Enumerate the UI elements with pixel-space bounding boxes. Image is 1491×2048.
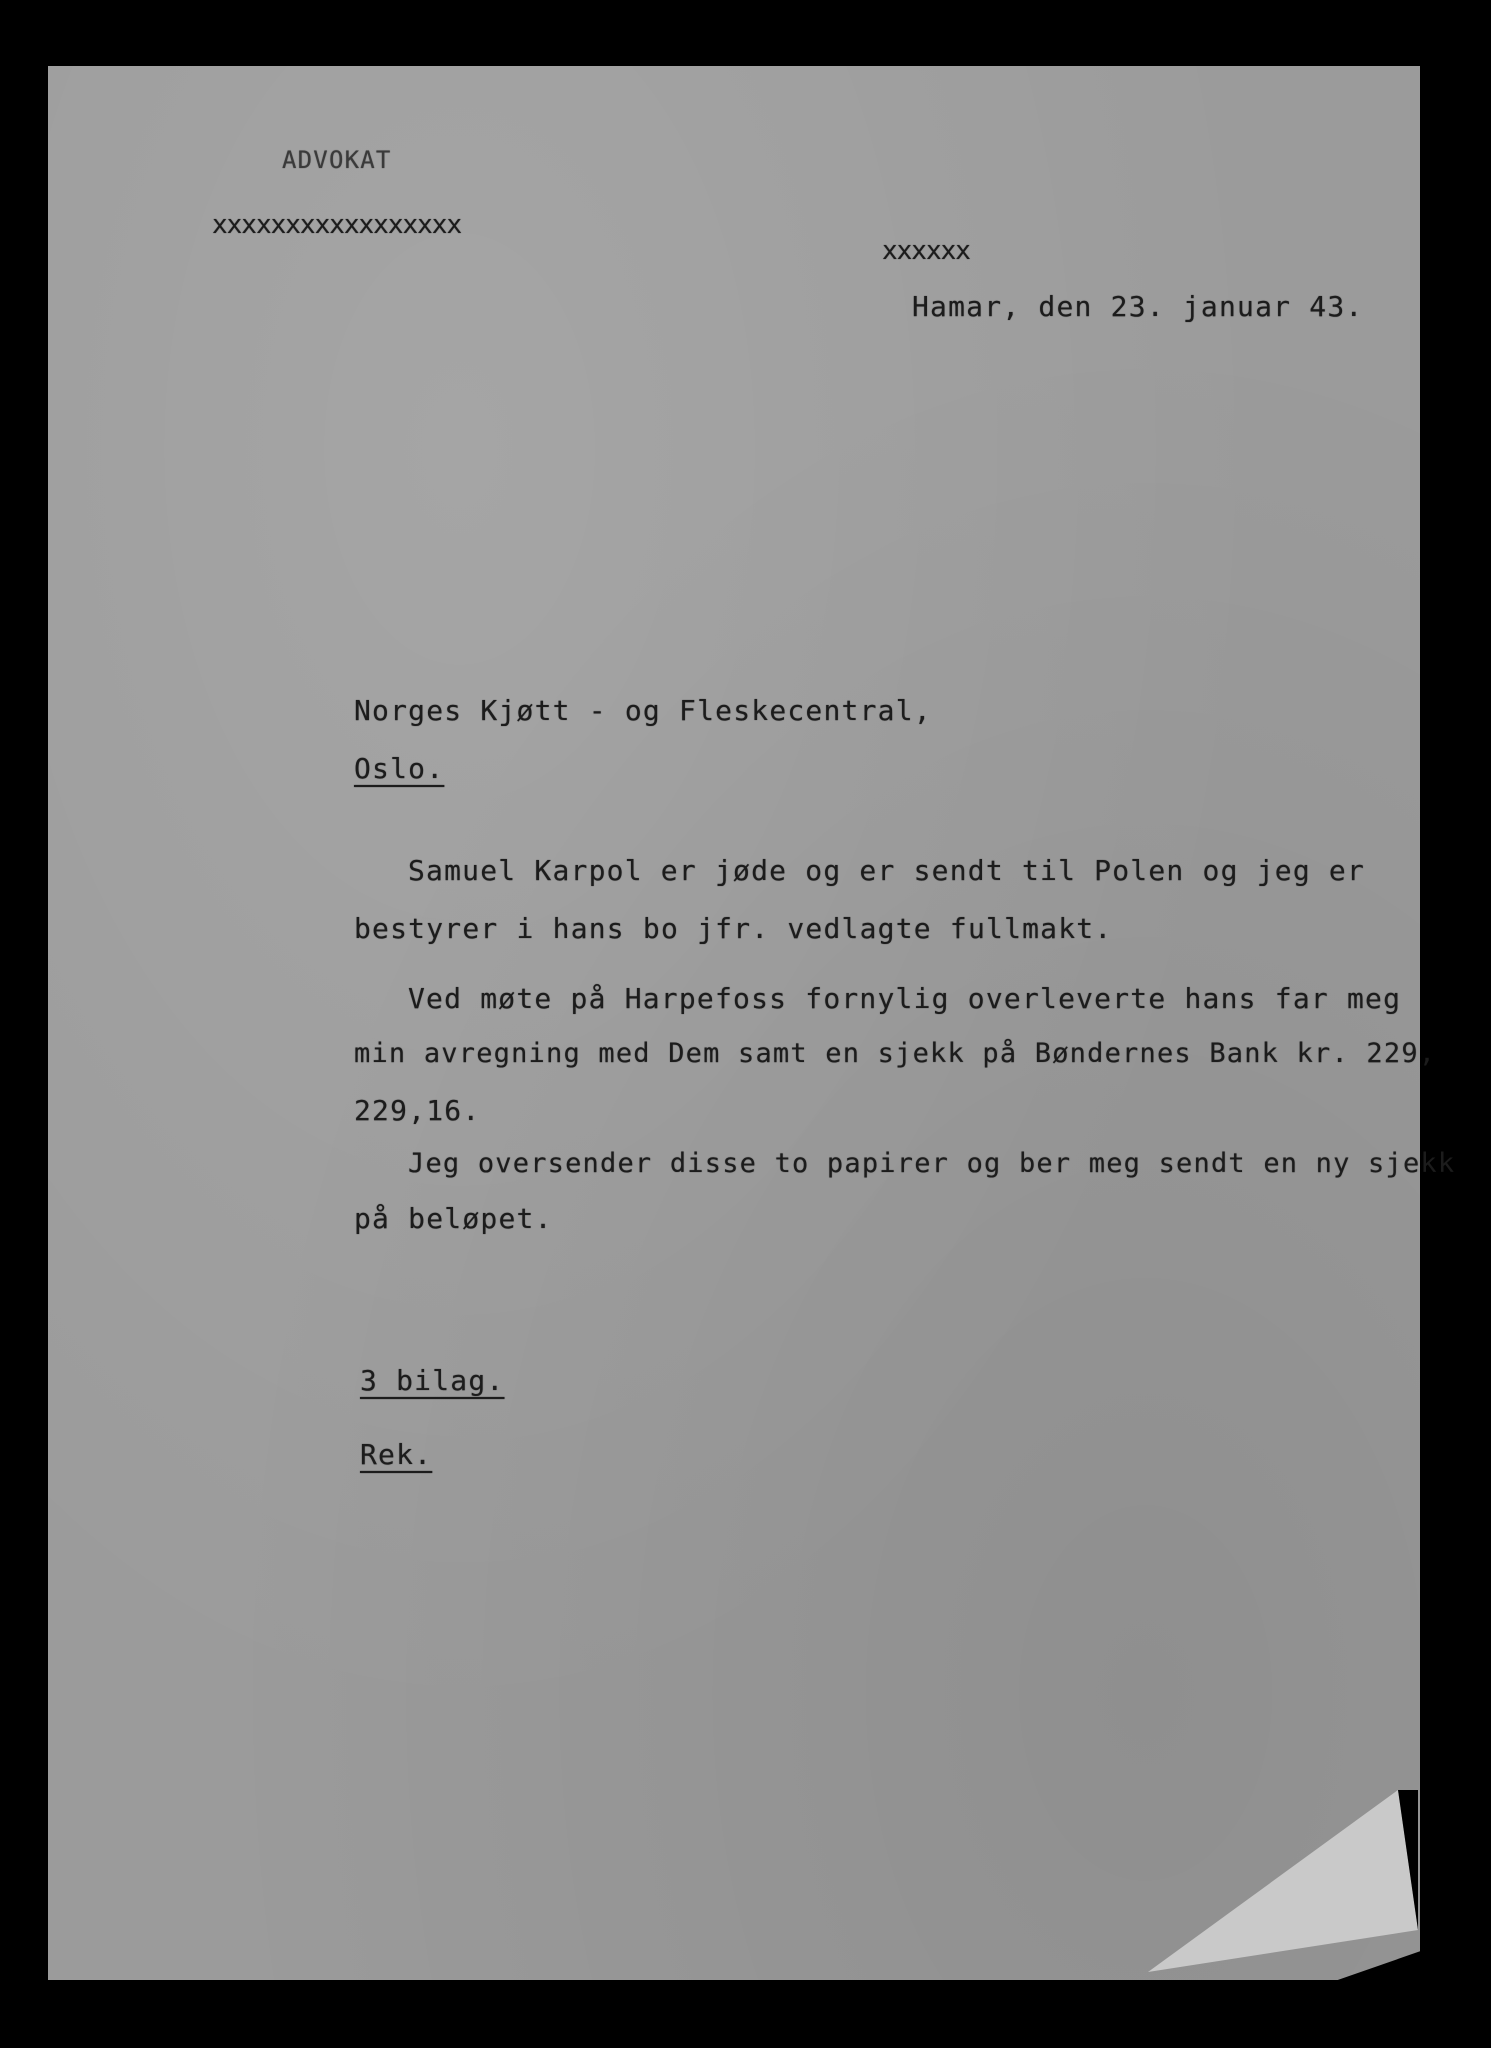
registered-mail: Rek. <box>360 1438 433 1471</box>
body-line-3: Ved møte på Harpefoss fornylig overleverte hans far meg <box>408 982 1402 1015</box>
date-line: Hamar, den 23. januar 43. <box>912 290 1364 323</box>
body-line-1: Samuel Karpol er jøde og er sendt til Polen og jeg er <box>408 854 1366 887</box>
body-line-7: på beløpet. <box>354 1202 553 1235</box>
letter-sheet <box>48 66 1420 1980</box>
recipient-name: Norges Kjøtt - og Fleskecentral, <box>354 694 932 727</box>
body-line-2: bestyrer i hans bo jfr. vedlagte fullmakt. <box>354 912 1113 945</box>
body-line-5: 229,16. <box>354 1094 481 1127</box>
letterhead-strikeout: xxxxxxxxxxxxxxxxx <box>212 210 462 240</box>
place-strikeout: xxxxxx <box>882 236 970 266</box>
enclosures: 3 bilag. <box>360 1364 505 1397</box>
body-line-4: min avregning med Dem samt en sjekk på Bøndernes Bank kr. 229, <box>354 1038 1437 1069</box>
letterhead-title: ADVOKAT <box>282 146 392 174</box>
body-line-6: Jeg oversender disse to papirer og ber meg sendt en ny sjekk <box>408 1148 1456 1179</box>
recipient-city: Oslo. <box>354 752 445 785</box>
